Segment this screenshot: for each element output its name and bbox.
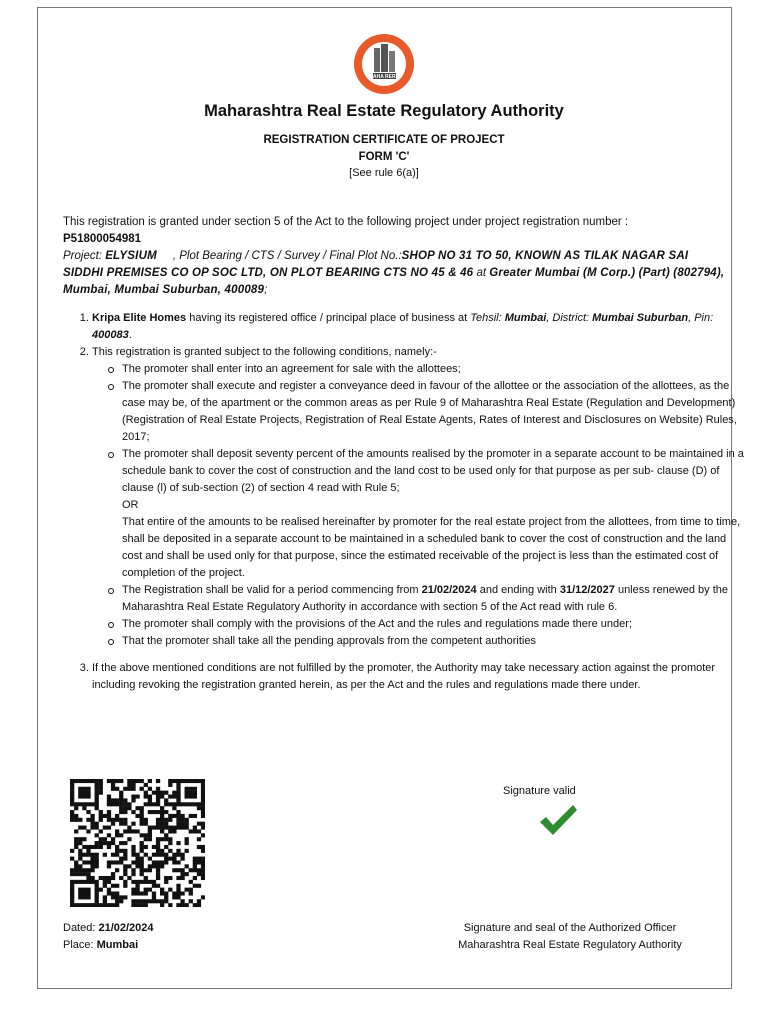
signature-line-2: Maharashtra Real Estate Regulatory Authority [458,939,682,951]
intro-paragraph [63,214,725,299]
deposit-text: The promoter shall deposit seventy percent of the amounts realised by the promoter in a separate account to be maintained in a schedule bank to cover the cost of construction and the land cost to be used only for that purpose as per sub- clause (D) of clause (l) of sub-section (2) of section 4 read with Rule 5; [122,448,744,494]
logo-text: MAHA RERA [368,74,400,80]
tehsil: Mumbai [504,312,547,324]
start-date: 21/02/2024 [421,584,477,596]
place-label: Place: [63,939,97,951]
list-item-conditions [92,344,746,650]
validity-text-c: unless renewed by the Maharashtra Real Estate Regulatory Authority in accordance with section 5 of the Act read with rule 6. [122,584,729,613]
qr-code-icon [70,779,205,907]
district-label: , District: [546,312,593,324]
project-name: ELYSIUM [105,250,157,262]
signature-seal-block [400,920,740,954]
maharera-seal-icon [352,32,416,96]
condition-agreement: The promoter shall enter into an agreement for sale with the allottees; [122,361,746,378]
pin: 400083 [92,329,129,341]
validity-text-b: and ending with [476,584,560,596]
project-line [63,250,724,296]
certificate-title: REGISTRATION CERTIFICATE OF PROJECT [263,134,505,146]
list-item-revocation: 3. If the above mentioned conditions are not fulfilled by the promoter, the Authority may take necessary action against the promoter including revoking the registration granted herein, as per the Act and the rules and regulations made there under. [92,660,746,694]
intro-end: ; [264,284,268,296]
conditions-intro: This registration is granted subject to the following conditions, namely:- [92,346,437,358]
validity-text-a: The Registration shall be valid for a period commencing from [122,584,422,596]
condition-validity [122,582,746,616]
project-location: Greater Mumbai (M Corp.) (Part) (802794), Mumbai, Mumbai Suburban, 400089 [63,267,725,296]
at-label: at [473,267,490,279]
dated-value: 21/02/2024 [98,922,154,934]
deposit-alt-text: That entire of the amounts to be realised hereinafter by promoter for the real estate project from the allottees, from time to time, shall be deposited in a separate account to be maintained in a scheduled bank to cover the cost of construction and the land cost and shall be used only for that purpose, since the estimated receivable of the project is less than the estimated cost of completion of the project. [122,516,741,579]
condition-conveyance: The promoter shall execute and register a conveyance deed in favour of the allottee or the association of the allottees, as the case may be, of the apartment or the common areas as per Rule 9 of Maharashtra Real Estate (Regulation and Development) (Registration of Real Estate Projects, Registration of Real Estate Agents, Rates of Interest and Disclosures on Website) Rules, 2017; [122,378,746,446]
conditions-list [58,310,746,694]
district: Mumbai Suburban [592,312,689,324]
project-label: Project: [63,250,106,262]
authority-title: Maharashtra Real Estate Regulatory Authority [204,102,564,120]
promoter-name: Kripa Elite Homes [92,312,187,324]
dated-place [63,920,154,954]
or-text: OR [122,499,139,511]
plot-details: SHOP NO 31 TO 50, KNOWN AS TILAK NAGAR SAI SIDDHI PREMISES CO OP SOC LTD, ON PLOT BEARING CTS NO 45 & 46 [63,250,689,279]
condition-comply: The promoter shall comply with the provisions of the Act and the rules and regulations made there under; [122,616,746,633]
pin-label: , Pin: [688,312,714,324]
rule-reference: [See rule 6(a)] [349,167,419,179]
grant-text: This registration is granted under section 5 of the Act to the following project under project registration number : [63,216,629,228]
condition-deposit [122,446,746,582]
item1-end: . [128,329,132,341]
condition-approvals: That the promoter shall take all the pending approvals from the competent authorities [122,633,746,650]
checkmark-icon [537,802,579,838]
list-item-promoter [92,310,746,344]
signature-line-1: Signature and seal of the Authorized Officer [463,922,677,934]
plot-label: , Plot Bearing / CTS / Survey / Final Plot No.: [156,250,402,262]
registration-number: P51800054981 [63,233,142,245]
signature-status: Signature valid [503,785,576,797]
tehsil-label: Tehsil: [470,312,505,324]
office-text: having its registered office / principal place of business at [186,312,471,324]
form-label: FORM 'C' [358,151,410,163]
conditions-sublist [92,361,746,650]
dated-label: Dated: [63,922,99,934]
end-date: 31/12/2027 [559,584,615,596]
place-value: Mumbai [96,939,139,951]
